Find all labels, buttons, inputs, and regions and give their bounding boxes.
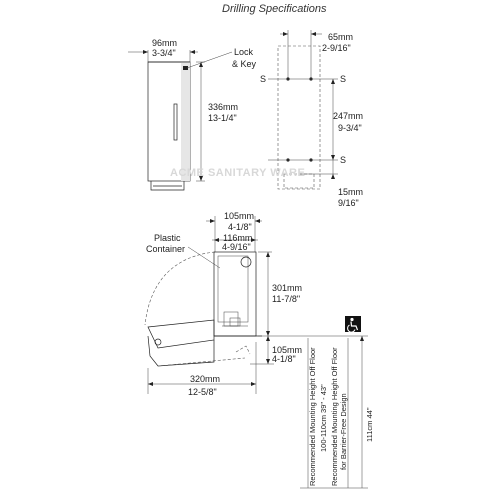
front-width-mm: 96mm [152,38,178,48]
drilling-bottom-mm: 15mm [338,187,364,197]
side-height-in: 11-7/8" [272,294,301,304]
door-swing-arc [145,252,215,325]
s-label-bottom-right: S [340,155,347,165]
side-depth1-mm: 105mm [224,211,255,221]
barrier-free-label-line2: for Barrier-Free Design [339,393,348,470]
open-door [148,320,214,348]
drilling-width-in: 2-9/16" [322,43,351,53]
side-depth2-mm: 116mm [223,233,253,243]
drilling-spacing-mm: 247mm [333,111,364,121]
drilling-spacing-in: 9-3/4" [338,123,362,133]
diagram-title: Drilling Specifications [222,3,327,15]
lock-label-line2: & Key [232,59,257,69]
side-swing-mm: 320mm [190,374,221,384]
barrier-free-label-line1: Recommended Mounting Height Off Floor [330,347,339,486]
drilling-width-mm: 65mm [328,32,354,42]
watermark-text: ACME SANITARY WARE [170,167,306,179]
s-label-top-right: S [340,74,347,84]
drilling-bottom-in: 9/16" [338,198,359,208]
container-label-line2: Container [146,244,186,254]
mounting-heights [300,316,374,488]
container-label-line1: Plastic [154,233,181,243]
container-cap [241,257,251,267]
drilling-view [260,30,363,208]
front-height-in: 13-1/4" [208,113,237,123]
front-height-mm: 336mm [208,102,239,112]
dispenser-side-body [214,252,256,336]
s-label-top-left: S [260,74,267,84]
front-width-in: 3-3/4" [152,48,176,58]
side-lower-in: 4-1/8" [272,354,296,364]
side-lower-mm: 105mm [272,345,303,355]
side-depth1-in: 4-1/8" [228,222,252,232]
lock-label-line1: Lock [234,47,254,57]
soap-window-slot [174,104,177,140]
wheelchair-accessibility-icon [345,316,361,332]
side-depth2-in: 4-9/16" [222,242,251,252]
rec-height-label: Recommended Mounting Height Off Floor [308,347,317,486]
side-height-mm: 301mm [272,283,303,293]
barrier-free-value: 111cm 44" [365,407,374,442]
rec-height-value: 100-110cm 39" - 43" [319,384,328,452]
side-swing-in: 12-5/8" [188,387,217,397]
